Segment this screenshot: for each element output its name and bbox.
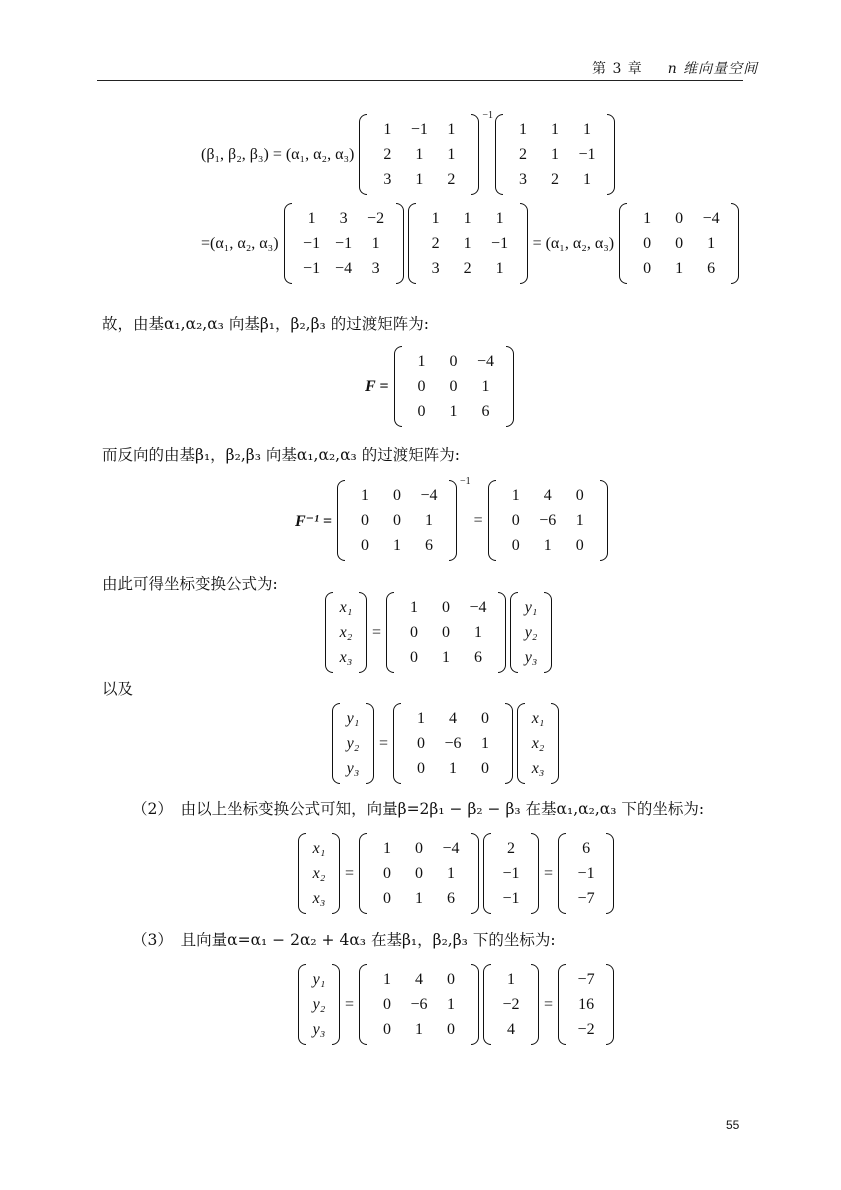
matrix-cell: 1	[415, 170, 424, 188]
matrix-cell: 2	[447, 170, 456, 188]
matrix-cell: 2	[507, 839, 516, 857]
vector	[298, 833, 340, 914]
matrix-cell: −6	[444, 734, 462, 752]
matrix-cell: 1	[507, 970, 516, 988]
left-paren	[517, 703, 525, 784]
matrix-cell: 1	[511, 486, 520, 504]
matrix-cell: −1	[502, 864, 520, 882]
matrix-cell: 0	[511, 511, 520, 529]
matrix-cell: 0	[481, 709, 490, 727]
matrix-cell: 0	[643, 234, 652, 252]
matrix-cell: 4	[543, 486, 552, 504]
matrix-cell: 1	[575, 511, 584, 529]
vector	[483, 964, 539, 1045]
matrix-cell: 1	[449, 759, 458, 777]
matrix-cell: 16	[578, 995, 595, 1013]
matrix-cell: 0	[415, 839, 424, 857]
matrix-cell: 0	[447, 970, 456, 988]
matrix-cell: x₃	[312, 889, 326, 907]
matrix	[394, 346, 514, 427]
matrix-cell: 1	[543, 536, 552, 554]
matrix-body	[401, 703, 505, 784]
right-paren	[471, 114, 479, 195]
matrix-cell: 1	[463, 234, 472, 252]
left-paren	[408, 203, 416, 284]
matrix-cell: x₃	[531, 759, 545, 777]
matrix-cell: −4	[702, 209, 720, 227]
left-paren	[483, 964, 491, 1045]
matrix-cell: 0	[449, 377, 458, 395]
eq3-lhs: F =	[365, 377, 389, 395]
equation-7	[296, 833, 616, 914]
left-paren	[558, 964, 566, 1045]
right-paren	[551, 703, 559, 784]
left-paren	[359, 833, 367, 914]
matrix-body	[525, 703, 551, 784]
matrix-cell: 1	[415, 889, 424, 907]
equals-sign: =	[379, 734, 389, 752]
equals-sign: =	[544, 864, 554, 882]
right-paren	[471, 964, 479, 1045]
matrix-cell: −7	[577, 889, 595, 907]
right-paren	[505, 703, 513, 784]
matrix-cell: −1	[303, 259, 321, 277]
right-paren	[506, 346, 514, 427]
matrix-cell: x₂	[531, 734, 545, 752]
matrix-cell: 0	[575, 486, 584, 504]
matrix-cell: 1	[481, 734, 490, 752]
matrix-body	[566, 964, 606, 1045]
matrix-cell: 6	[707, 259, 716, 277]
matrix-cell: 0	[410, 623, 419, 641]
chapter-title: n 维向量空间	[667, 61, 759, 77]
matrix-cell: y₂	[312, 995, 326, 1013]
right-paren	[600, 480, 608, 561]
matrix	[284, 203, 404, 284]
matrix-cell: 1	[495, 259, 504, 277]
matrix-cell: 1	[474, 623, 483, 641]
matrix-cell: 0	[675, 209, 684, 227]
matrix-cell: 2	[431, 234, 440, 252]
matrix-cell: y₃	[312, 1020, 326, 1038]
matrix-body	[566, 833, 606, 914]
matrix-cell: 2	[463, 259, 472, 277]
left-paren	[510, 592, 518, 673]
left-paren	[284, 203, 292, 284]
matrix-cell: −1	[491, 234, 509, 252]
matrix-cell: 6	[481, 402, 490, 420]
matrix-cell: 4	[415, 970, 424, 988]
vector	[510, 592, 552, 673]
right-paren	[606, 833, 614, 914]
matrix-cell: 4	[449, 709, 458, 727]
matrix-cell: 1	[361, 486, 370, 504]
matrix-cell: x₁	[312, 839, 326, 857]
matrix-cell: 0	[447, 1020, 456, 1038]
matrix-cell: 3	[431, 259, 440, 277]
matrix-cell: 0	[393, 511, 402, 529]
equals-sign: =	[345, 864, 355, 882]
matrix-body	[491, 964, 531, 1045]
matrix-body	[367, 964, 471, 1045]
equation-8	[296, 964, 616, 1045]
matrix-cell: 1	[463, 209, 472, 227]
matrix-cell: −4	[469, 598, 487, 616]
matrix-cell: 1	[643, 209, 652, 227]
matrix-cell: 1	[371, 234, 380, 252]
matrix-cell: 1	[675, 259, 684, 277]
matrix-cell: −1	[502, 889, 520, 907]
matrix-cell: 1	[449, 402, 458, 420]
matrix-cell: y₃	[346, 759, 360, 777]
right-paren	[607, 114, 615, 195]
matrix-cell: 1	[415, 1020, 424, 1038]
matrix-cell: −4	[442, 839, 460, 857]
left-paren	[619, 203, 627, 284]
matrix-cell: −4	[335, 259, 353, 277]
matrix	[337, 480, 457, 561]
matrix-cell: 0	[643, 259, 652, 277]
matrix-cell: 0	[575, 536, 584, 554]
matrix-body	[503, 114, 607, 195]
equation-6	[330, 703, 561, 784]
left-paren	[394, 346, 402, 427]
equation-5	[323, 592, 554, 673]
matrix-cell: 1	[410, 598, 419, 616]
paragraph-also: 以及	[102, 680, 134, 698]
matrix-cell: 1	[415, 145, 424, 163]
matrix-cell: 0	[675, 234, 684, 252]
matrix-body	[367, 833, 471, 914]
right-paren	[332, 833, 340, 914]
right-paren	[332, 964, 340, 1045]
matrix-body	[518, 592, 544, 673]
matrix	[408, 203, 528, 284]
matrix-cell: −6	[539, 511, 557, 529]
matrix-body	[292, 203, 396, 284]
matrix-cell: 0	[383, 889, 392, 907]
matrix-cell: y₁	[346, 709, 360, 727]
matrix-body	[394, 592, 498, 673]
matrix-cell: −4	[420, 486, 438, 504]
equation-3	[362, 346, 516, 427]
vector	[483, 833, 539, 914]
matrix-cell: 1	[383, 970, 392, 988]
matrix-cell: 1	[307, 209, 316, 227]
matrix-cell: 6	[425, 536, 434, 554]
matrix-cell: −2	[367, 209, 385, 227]
matrix-cell: −1	[335, 234, 353, 252]
vector	[558, 833, 614, 914]
paragraph-coordinate-formula: 由此可得坐标变换公式为:	[102, 575, 278, 593]
matrix-cell: −1	[578, 145, 596, 163]
equation-1	[198, 110, 617, 195]
matrix-cell: x₃	[339, 648, 353, 666]
matrix-body	[345, 480, 449, 561]
matrix-cell: −1	[410, 120, 428, 138]
matrix-cell: 2	[383, 145, 392, 163]
matrix-cell: 3	[519, 170, 528, 188]
matrix	[393, 703, 513, 784]
matrix-cell: 0	[417, 402, 426, 420]
matrix-cell: y₃	[524, 648, 538, 666]
inverse-exponent: −1	[460, 476, 471, 487]
matrix-cell: y₁	[524, 598, 538, 616]
equals-sign: =	[473, 511, 483, 529]
matrix-cell: −1	[577, 864, 595, 882]
matrix-cell: y₂	[524, 623, 538, 641]
matrix-cell: 1	[551, 120, 560, 138]
matrix-cell: 0	[393, 486, 402, 504]
matrix-cell: 1	[583, 120, 592, 138]
right-paren	[498, 592, 506, 673]
matrix-cell: −1	[303, 234, 321, 252]
matrix-cell: 0	[361, 536, 370, 554]
left-paren	[488, 480, 496, 561]
matrix-cell: x₂	[312, 864, 326, 882]
matrix-cell: −4	[476, 352, 495, 370]
equals-sign: =	[372, 623, 382, 641]
paragraph-part-3: （3） 且向量α=α₁ − 2α₂ + 4α₃ 在基β₁，β₂,β₃ 下的坐标为:	[132, 931, 556, 949]
matrix-cell: x₁	[531, 709, 545, 727]
matrix-cell: 1	[481, 377, 490, 395]
matrix-cell: 6	[447, 889, 456, 907]
matrix-body	[627, 203, 731, 284]
left-paren	[332, 703, 340, 784]
right-paren	[544, 592, 552, 673]
matrix-cell: 6	[582, 839, 591, 857]
left-paren	[393, 703, 401, 784]
left-paren	[359, 964, 367, 1045]
matrix-cell: −6	[410, 995, 428, 1013]
equals-sign: =	[544, 995, 554, 1013]
matrix-body	[306, 964, 332, 1045]
matrix-cell: 1	[393, 536, 402, 554]
matrix-cell: 0	[361, 511, 370, 529]
matrix-cell: 3	[371, 259, 380, 277]
eq1-lhs: (β₁, β₂, β₃) = (α₁, α₂, α₃)	[201, 145, 355, 163]
left-paren	[325, 592, 333, 673]
matrix-cell: 2	[519, 145, 528, 163]
left-paren	[386, 592, 394, 673]
matrix-cell: 1	[383, 839, 392, 857]
matrix-cell: 0	[449, 352, 458, 370]
matrix-cell: 1	[447, 120, 456, 138]
right-paren	[531, 964, 539, 1045]
right-paren	[731, 203, 739, 284]
eq2-lhs: =(α₁, α₂, α₃)	[201, 234, 279, 252]
matrix-cell: x₂	[339, 623, 353, 641]
matrix-cell: −7	[577, 970, 595, 988]
matrix	[386, 592, 506, 673]
matrix-cell: 2	[551, 170, 560, 188]
equation-4	[292, 476, 610, 561]
matrix-cell: 0	[442, 623, 451, 641]
matrix-body	[367, 114, 471, 195]
running-header	[592, 58, 758, 78]
matrix-body	[333, 592, 359, 673]
paragraph-inverse-transition: 而反向的由基β₁，β₂,β₃ 向基α₁,α₂,α₃ 的过渡矩阵为:	[102, 446, 460, 464]
left-paren	[337, 480, 345, 561]
matrix-cell: 1	[447, 145, 456, 163]
matrix-cell: 0	[383, 995, 392, 1013]
left-paren	[298, 833, 306, 914]
eq2-mid: = (α₁, α₂, α₃)	[532, 234, 615, 252]
vector	[325, 592, 367, 673]
vector	[332, 703, 374, 784]
matrix-cell: y₁	[312, 970, 326, 988]
right-paren	[359, 592, 367, 673]
right-paren	[449, 480, 457, 561]
matrix	[495, 114, 615, 195]
paragraph-part-2: （2） 由以上坐标变换公式可知，向量β=2β₁ − β₂ − β₃ 在基α₁,α₂,α₃ 下的坐标为:	[132, 800, 705, 818]
left-paren	[495, 114, 503, 195]
matrix-cell: 1	[707, 234, 716, 252]
left-paren	[298, 964, 306, 1045]
matrix-cell: 0	[417, 377, 426, 395]
matrix-cell: 3	[383, 170, 392, 188]
right-paren	[531, 833, 539, 914]
matrix-cell: 3	[339, 209, 348, 227]
header-rule	[97, 80, 743, 81]
matrix-cell: 0	[417, 734, 426, 752]
matrix-cell: y₂	[346, 734, 360, 752]
matrix-cell: 0	[417, 759, 426, 777]
matrix-cell: 1	[551, 145, 560, 163]
right-paren	[471, 833, 479, 914]
matrix	[359, 964, 479, 1045]
matrix-body	[340, 703, 366, 784]
matrix-cell: 1	[583, 170, 592, 188]
right-paren	[396, 203, 404, 284]
chapter-label: 第 3 章	[592, 61, 643, 77]
matrix	[359, 114, 479, 195]
equals-sign: =	[345, 995, 355, 1013]
page-number: 55	[726, 1118, 740, 1132]
right-paren	[366, 703, 374, 784]
matrix-cell: −2	[577, 1020, 595, 1038]
matrix-cell: x₁	[339, 598, 353, 616]
vector	[517, 703, 559, 784]
matrix-cell: 1	[519, 120, 528, 138]
matrix-body	[416, 203, 520, 284]
matrix	[619, 203, 739, 284]
matrix-cell: 1	[447, 864, 456, 882]
matrix-cell: 0	[511, 536, 520, 554]
matrix-body	[306, 833, 332, 914]
right-paren	[606, 964, 614, 1045]
matrix-cell: 0	[442, 598, 451, 616]
matrix-cell: 0	[415, 864, 424, 882]
matrix-cell: 1	[417, 709, 426, 727]
matrix-cell: 1	[417, 352, 426, 370]
matrix-cell: 0	[481, 759, 490, 777]
matrix-cell: 1	[447, 995, 456, 1013]
matrix-body	[496, 480, 600, 561]
matrix	[359, 833, 479, 914]
matrix-cell: 4	[507, 1020, 516, 1038]
left-paren	[359, 114, 367, 195]
matrix-cell: 6	[474, 648, 483, 666]
equation-2	[198, 203, 741, 284]
eq4-lhs: F⁻¹ =	[295, 512, 333, 530]
matrix-cell: 0	[383, 1020, 392, 1038]
left-paren	[558, 833, 566, 914]
vector	[298, 964, 340, 1045]
vector	[558, 964, 614, 1045]
matrix-cell: 1	[431, 209, 440, 227]
inverse-exponent: −1	[482, 110, 494, 121]
matrix-body	[402, 346, 506, 427]
matrix-body	[491, 833, 531, 914]
matrix-cell: 0	[410, 648, 419, 666]
left-paren	[483, 833, 491, 914]
matrix-cell: −2	[502, 995, 520, 1013]
matrix-cell: 0	[383, 864, 392, 882]
matrix-cell: 1	[383, 120, 392, 138]
matrix-cell: 1	[442, 648, 451, 666]
matrix-cell: 1	[425, 511, 434, 529]
right-paren	[520, 203, 528, 284]
paragraph-transition-matrix: 故，由基α₁,α₂,α₃ 向基β₁，β₂,β₃ 的过渡矩阵为:	[102, 315, 429, 333]
matrix	[488, 480, 608, 561]
matrix-cell: 1	[495, 209, 504, 227]
